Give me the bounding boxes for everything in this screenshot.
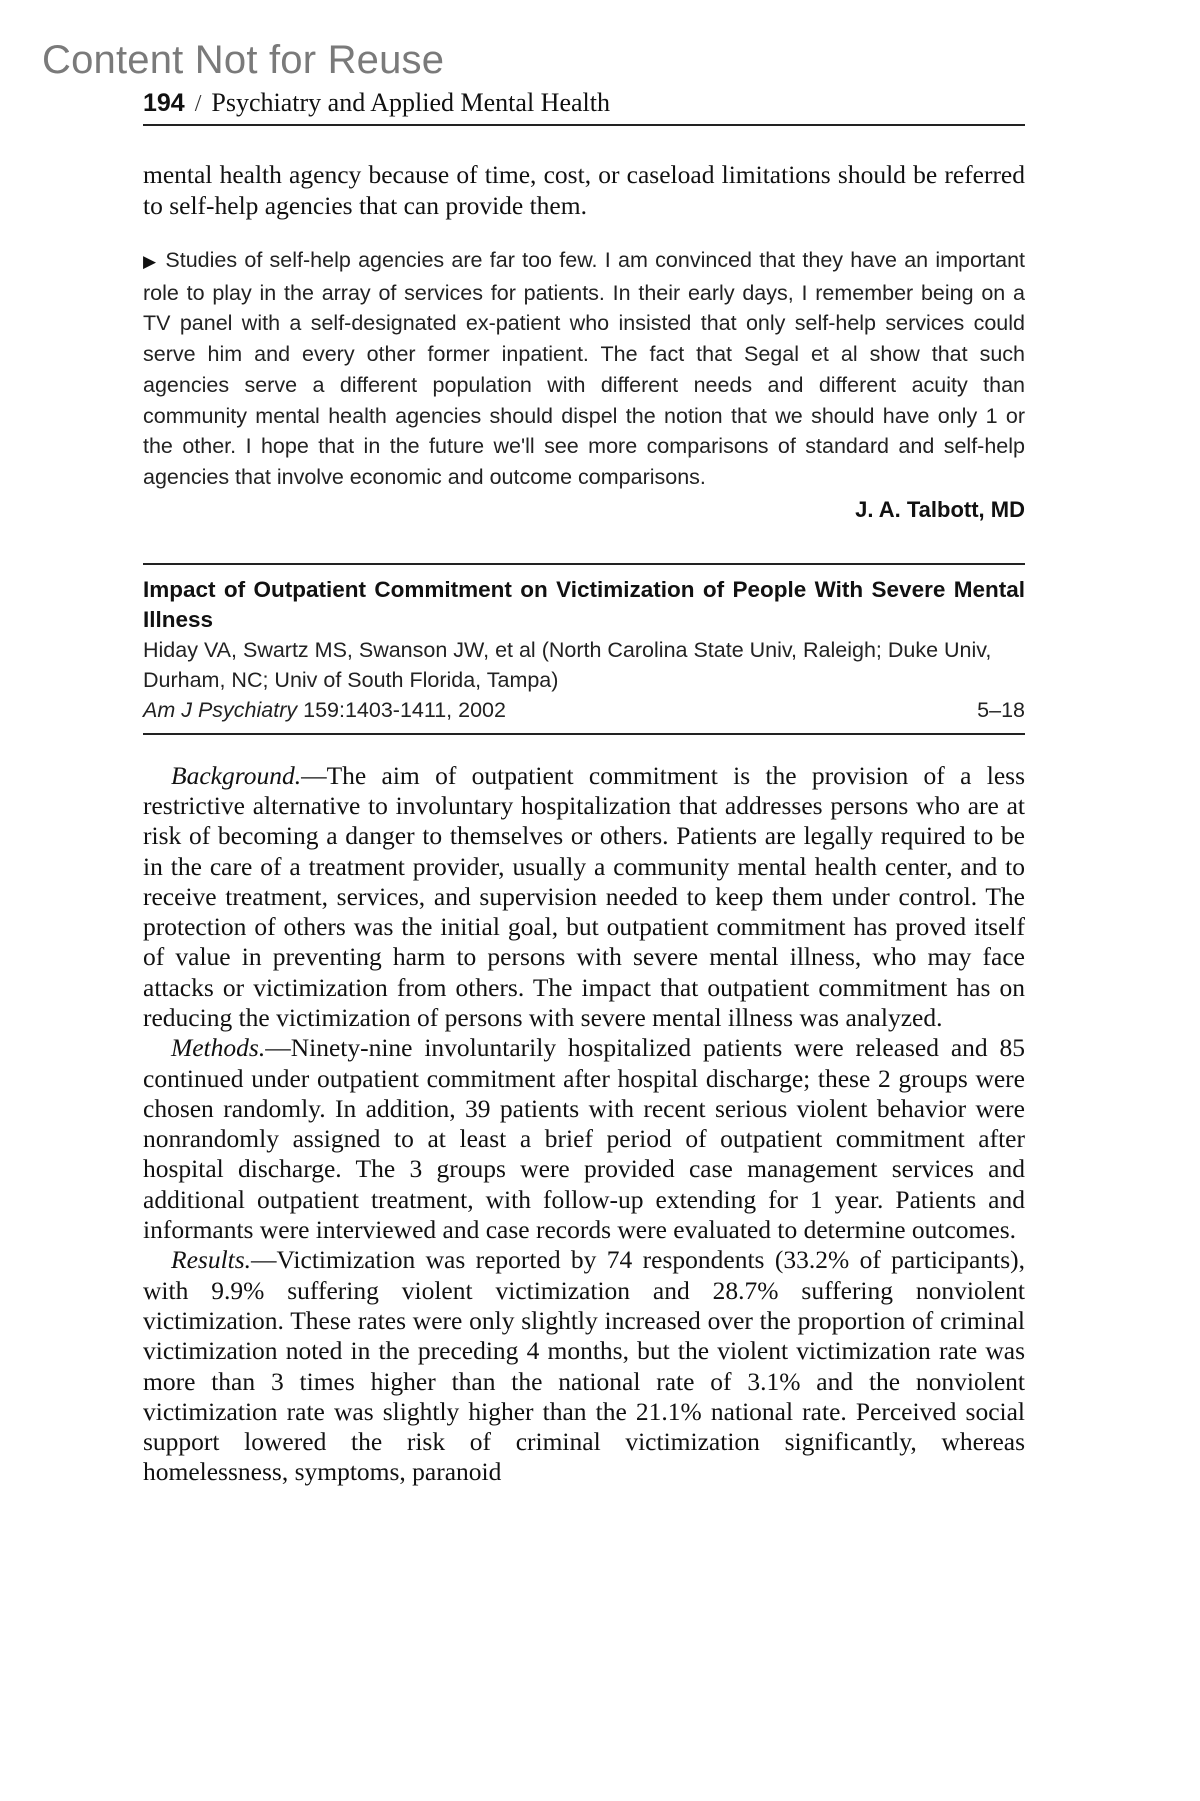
methods-label: Methods.: [171, 1033, 266, 1063]
background-text: The aim of outpatient commitment is the provision of a less restrictive alternative to involuntary hospitalization that addresses persons who are at risk of becoming a danger to themselves or others. Patients are legally required to be in the care of a treatment provider, usually a community mental health center, and to receive treatment, services, and supervision needed to keep them under control. The protection of others was the initial goal, but outpatient commitment has proved itself of value in preventing harm to persons with severe mental illness, who may face attacks or victimization from others. The impact that outpatient commitment has on reducing the victimization of persons with severe mental illness was analyzed.: [143, 760, 1025, 1032]
background-dash: —: [301, 760, 327, 790]
running-head: [143, 88, 1025, 124]
article-bottom-rule: [143, 733, 1025, 735]
watermark: Content Not for Reuse: [42, 38, 445, 82]
article-header: [143, 565, 1025, 733]
authors-names: Hiday VA, Swartz MS, Swanson JW, et al: [143, 637, 536, 662]
citation-journal: Am J Psychiatry: [143, 697, 298, 722]
authors-affiliations: (North Carolina State Univ, Raleigh; Duke Univ, Durham, NC; Univ of South Florida, Tampa): [143, 637, 992, 692]
methods-text: Ninety-nine involuntarily hospitalized patients were released and 85 continued under outpatient commitment after hospital discharge; these 2 groups were chosen randomly. In addition, 39 patients with recent serious violent behavior were nonrandomly assigned to at least a brief period of outpatient commitment after hospital discharge. The 3 groups were provided case management services and additional outpatient treatment, with follow-up extending for 1 year. Patients and informants were interviewed and case records were evaluated to determine outcomes.: [143, 1033, 1025, 1245]
page-number: 194: [143, 89, 185, 117]
methods-dash: —: [265, 1033, 291, 1063]
commentary-signature: J. A. Talbott, MD: [855, 496, 1025, 522]
running-head-separator: /: [194, 91, 202, 117]
background-label: Background.: [171, 760, 302, 790]
article-authors: [143, 635, 1025, 695]
citation-details: 159:1403-1411, 2002: [303, 697, 506, 722]
commentary-text: Studies of self-help agencies are far too few. I am convinced that they have an important role to play in the array of services for patients. In their early days, I remember being on a TV panel with a self-designated ex-patient who insisted that only self-help services could serve him and every other former inpatient. The fact that Segal et al show that such agencies serve a different population with different needs and different acuity than community mental health agencies should dispel the notion that we should have only 1 or the other. I hope that in the future we'll see more comparisons of standard and self-help agencies that involve economic and outcome comparisons.: [143, 248, 1025, 489]
commentary-arrow-icon: ▶: [143, 252, 158, 271]
citation-row: [143, 695, 1025, 725]
continuation-paragraph: mental health agency because of time, cost, or caseload limitations should be referred to self-help agencies that can provide them.: [143, 160, 1025, 220]
book-title: Psychiatry and Applied Mental Health: [211, 88, 610, 117]
methods-paragraph: [143, 1033, 1025, 1245]
results-dash: —: [251, 1245, 277, 1275]
page: [143, 88, 1025, 1488]
article-title: Impact of Outpatient Commitment on Victimization of People With Severe Mental Illness: [143, 576, 1025, 632]
results-label: Results.: [171, 1245, 252, 1275]
article-code: 5–18: [977, 697, 1025, 722]
background-paragraph: [143, 761, 1025, 1034]
results-paragraph: [143, 1245, 1025, 1487]
results-text: Victimization was reported by 74 respondents (33.2% of participants), with 9.9% suffering violent victimization and 28.7% suffering nonviolent victimization. These rates were only slightly increased over the proportion of criminal victimization noted in the preceding 4 months, but the violent victimization rate was more than 3 times higher than the national rate of 3.1% and the nonviolent victimization rate was slightly higher than the 21.1% national rate. Perceived social support lowered the risk of criminal victimization significantly, whereas homelessness, symptoms, paranoid: [143, 1245, 1025, 1487]
commentary-paragraph: [143, 245, 1025, 493]
abstract-body: [143, 761, 1025, 1488]
header-rule: [143, 124, 1025, 126]
citation: [143, 695, 506, 725]
